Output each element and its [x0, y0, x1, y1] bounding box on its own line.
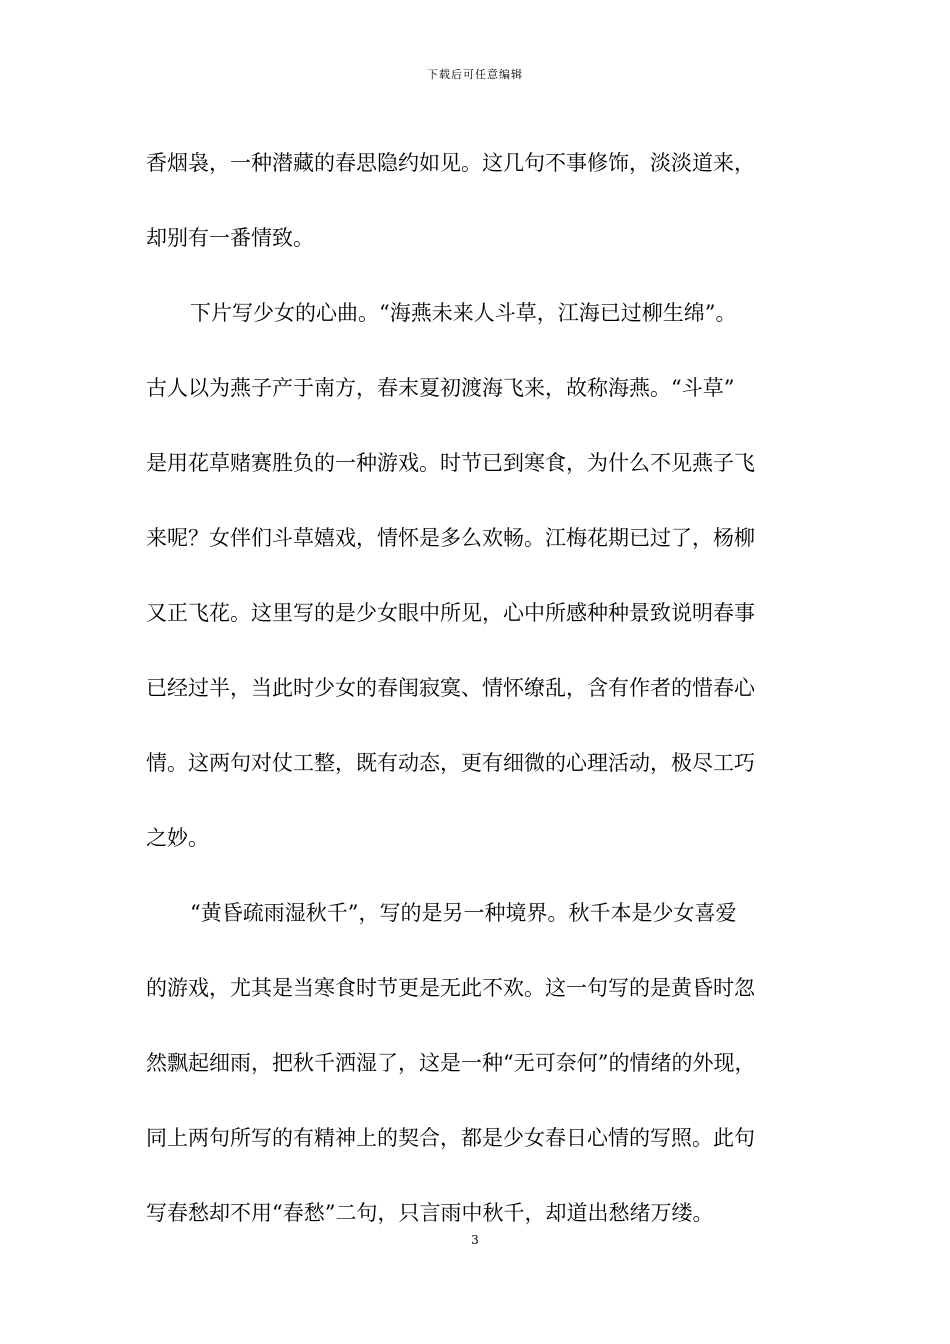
text-line: 香烟袅，一种潜藏的春思隐约如见。这几句不事修饰，淡淡道来，	[146, 151, 755, 175]
text-line: 又正飞花。这里写的是少女眼中所见，心中所感种种景致说明春事	[146, 601, 755, 625]
text-line: 情。这两句对仗工整，既有动态，更有细微的心理活动，极尽工巧	[146, 751, 755, 775]
text-line: 然飘起细雨，把秋千洒湿了，这是一种“无可奈何”的情绪的外现，	[146, 1051, 756, 1075]
page-header: 下载后可任意编辑	[427, 68, 523, 81]
text-line: 的游戏，尤其是当寒食时节更是无此不欢。这一句写的是黄昏时忽	[146, 976, 755, 1000]
text-line: 是用花草赌赛胜负的一种游戏。时节已到寒食，为什么不见燕子飞	[146, 451, 755, 475]
document-body	[146, 126, 836, 1251]
text-line: 古人以为燕子产于南方，春末夏初渡海飞来，故称海燕。“斗草”	[146, 376, 735, 400]
page-number: 3	[471, 1233, 479, 1247]
text-line: 之妙。	[146, 826, 209, 850]
paragraph-start-line: “黄昏疏雨湿秋千”，写的是另一种境界。秋千本是少女喜爱	[190, 901, 737, 925]
text-line: 同上两句所写的有精神上的契合，都是少女春日心情的写照。此句	[146, 1126, 755, 1150]
text-line: 写春愁却不用“春愁”二句，只言雨中秋千，却道出愁绪万缕。	[146, 1201, 714, 1225]
text-line: 已经过半，当此时少女的春闺寂寞、情怀缭乱，含有作者的惜春心	[146, 676, 755, 700]
text-line: 来呢？女伴们斗草嬉戏，情怀是多么欢畅。江梅花期已过了，杨柳	[146, 526, 755, 550]
paragraph-start-line: 下片写少女的心曲。“海燕未来人斗草，江海已过柳生绵”。	[190, 301, 737, 325]
text-line: 却别有一番情致。	[146, 226, 314, 250]
